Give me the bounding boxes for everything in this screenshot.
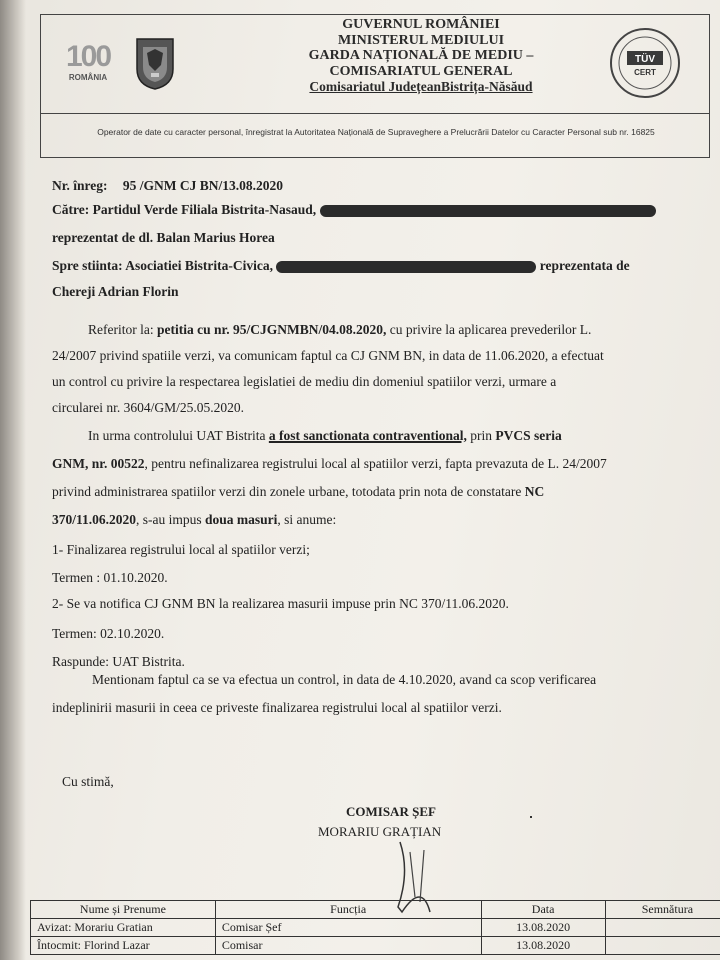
paragraph-3-line-2: indeplinirii masurii in ceea ce priveste finalizarea registrului local al spatiilor verzi. [52, 700, 502, 715]
redaction-bar [276, 261, 536, 273]
registration-line: Nr. înreg: 95 /GNM CJ BN/13.08.2020 [52, 178, 283, 193]
table-row: Întocmit: Florind Lazar Comisar 13.08.2020 [31, 937, 720, 955]
county-office: Comisariatul JudețeanBistrița-Năsăud [309, 79, 533, 94]
signatory-name: MORARIU GRAȚIAN [318, 824, 442, 839]
coat-of-arms-icon [133, 35, 177, 91]
gdpr-notice: Operator de date cu caracter personal, înregistrat la Autoritatea Națională de Supraveghere a Prelucrării Datelor cu Caracter Personal sub nr. 16825 [97, 127, 655, 137]
paragraph-2-line-2: GNM, nr. 00522, pentru nefinalizarea registrului local al spatiilor verzi, fapta prevazuta de L. 24/2007 [52, 456, 607, 471]
signatory-title: COMISAR ȘEF [346, 804, 436, 819]
cc-line: Spre stiinta: Asociatiei Bistrita-Civica, reprezentata de [52, 258, 630, 273]
recipient-representative: reprezentat de dl. Balan Marius Horea [52, 230, 275, 245]
paragraph-1-line-3: un control cu privire la respectarea legislatiei de mediu din domeniul spatiilor verzi, urmare a [52, 374, 557, 389]
responsible-party: Raspunde: UAT Bistrita. [52, 654, 185, 669]
svg-text:CERT: CERT [634, 68, 656, 77]
centenary-logo: 100 ROMÂNIA [65, 40, 111, 82]
recipient-line: Către: Partidul Verde Filiala Bistrita-Nasaud, [52, 202, 656, 218]
deadline-2: Termen: 02.10.2020. [52, 626, 165, 641]
table-row: Avizat: Morariu Gratian Comisar Șef 13.08.2020 [31, 919, 720, 937]
header-divider [41, 113, 709, 114]
ink-dot [530, 816, 532, 818]
approval-table [30, 900, 720, 955]
table-header-row: Nume și Prenume Funcția Data Semnătura [31, 901, 720, 919]
paragraph-2-line-4: 370/11.06.2020, s-au impus doua masuri, si anume: [52, 512, 337, 527]
redaction-bar [320, 205, 656, 217]
svg-text:TÜV: TÜV [635, 54, 655, 65]
cc-representative: Chereji Adrian Florin [52, 284, 179, 299]
measure-2: 2- Se va notifica CJ GNM BN la realizarea masurii impuse prin NC 370/11.06.2020. [52, 596, 509, 611]
tuv-certification-seal [607, 25, 683, 101]
agency-name: GUVERNUL ROMÂNIEI MINISTERUL MEDIULUI GARDA NAȚIONALĂ DE MEDIU – COMISARIATUL GENERAL Comisariatul JudețeanBistrița-Năsăud [271, 17, 571, 95]
paragraph-1-line-2: 24/2007 privind spatiile verzi, va comunicam faptul ca CJ GNM BN, in data de 11.06.2020, a efectuat [52, 348, 604, 363]
paragraph-3-line-1: Mentionam faptul ca se va efectua un control, in data de 4.10.2020, avand ca scop verificarea [92, 672, 597, 687]
paragraph-2-line-1: In urma controlului UAT Bistrita a fost sanctionata contraventional, prin PVCS seria [88, 428, 562, 443]
paragraph-2-line-3: privind administrarea spatiilor verzi din zonele urbane, totodata prin nota de constatare NC [52, 484, 545, 499]
deadline-1: Termen : 01.10.2020. [52, 570, 168, 585]
measure-1: 1- Finalizarea registrului local al spatiilor verzi; [52, 542, 310, 557]
paragraph-1-line-1: Referitor la: petitia cu nr. 95/CJGNMBN/04.08.2020, cu privire la aplicarea prevederilor L. [88, 322, 592, 337]
page-shadow [0, 0, 26, 960]
paragraph-1-line-4: circularei nr. 3604/GM/25.05.2020. [52, 400, 244, 415]
letterhead [40, 14, 710, 158]
closing-salutation: Cu stimă, [62, 774, 114, 789]
